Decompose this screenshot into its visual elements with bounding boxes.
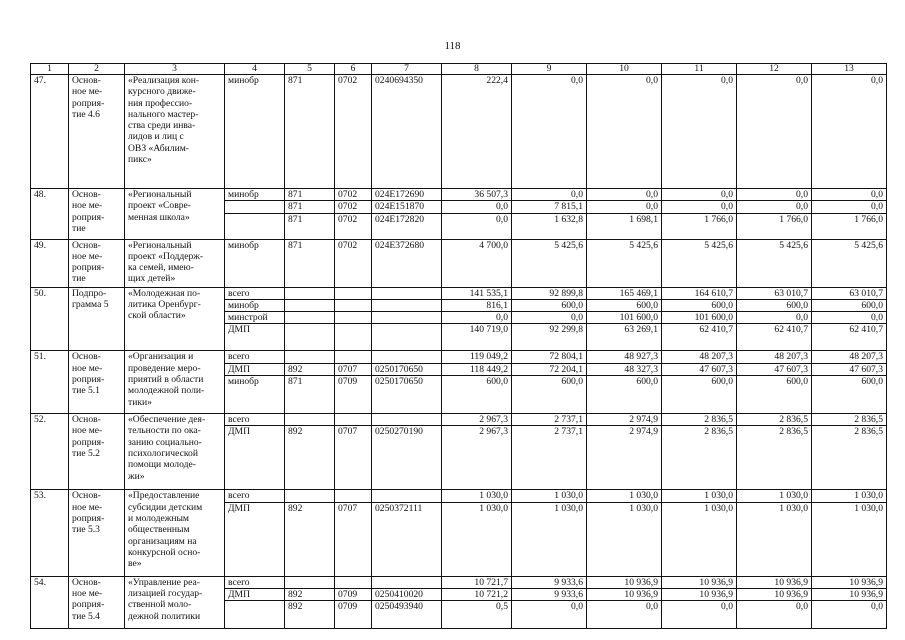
- table-row: [31, 239, 887, 287]
- amount-cell: 0,0: [812, 601, 887, 629]
- table-row: [31, 287, 887, 299]
- amount-cell: 10 721,7: [442, 576, 512, 588]
- code-cell: 0250170650: [372, 363, 442, 375]
- header-cell: 4: [225, 64, 285, 75]
- amount-cell: 1 030,0: [587, 502, 662, 576]
- code-cell: [335, 287, 372, 299]
- code-cell: [285, 576, 335, 588]
- amount-cell: 0,0: [812, 189, 887, 201]
- row-name: «Региональный проект «Совре- менная школа»: [125, 189, 225, 240]
- code-cell: 0707: [335, 363, 372, 375]
- code-cell: 024E172690: [372, 189, 442, 201]
- amount-cell: 1 030,0: [512, 502, 587, 576]
- code-cell: 0702: [335, 201, 372, 213]
- amount-cell: 0,0: [512, 601, 587, 629]
- amount-cell: 5 425,6: [812, 239, 887, 287]
- amount-cell: 140 719,0: [442, 324, 512, 351]
- code-cell: 892: [285, 502, 335, 576]
- code-cell: 892: [285, 363, 335, 375]
- amount-cell: 1 030,0: [442, 490, 512, 502]
- row-number: 52.: [31, 414, 69, 490]
- amount-cell: 63 010,7: [812, 287, 887, 299]
- code-cell: [335, 414, 372, 426]
- code-cell: 871: [285, 75, 335, 189]
- row-type: Основ- ное ме- роприя- тие 4.6: [69, 75, 125, 189]
- amount-cell: 0,0: [737, 601, 812, 629]
- amount-cell: 0,0: [587, 601, 662, 629]
- amount-cell: 0,0: [587, 201, 662, 213]
- code-cell: ДМП: [225, 426, 285, 490]
- amount-cell: 0,0: [442, 201, 512, 213]
- code-cell: 871: [285, 239, 335, 287]
- amount-cell: 10 936,9: [662, 588, 737, 600]
- amount-cell: 2 974,9: [587, 414, 662, 426]
- code-cell: 0250493940: [372, 601, 442, 629]
- table-row: [31, 576, 887, 588]
- row-type: Основ- ное ме- роприя- тие: [69, 189, 125, 240]
- code-cell: всего: [225, 576, 285, 588]
- amount-cell: 1 632,8: [512, 213, 587, 239]
- code-cell: всего: [225, 351, 285, 363]
- code-cell: [335, 576, 372, 588]
- header-cell: 5: [285, 64, 335, 75]
- amount-cell: 10 936,9: [587, 588, 662, 600]
- code-cell: [335, 490, 372, 502]
- code-cell: 871: [285, 189, 335, 201]
- code-cell: всего: [225, 287, 285, 299]
- amount-cell: 119 049,2: [442, 351, 512, 363]
- code-cell: [372, 312, 442, 324]
- code-cell: минобр: [225, 189, 285, 201]
- table-row: [31, 490, 887, 502]
- amount-cell: 2 836,5: [662, 414, 737, 426]
- amount-cell: 62 410,7: [812, 324, 887, 351]
- code-cell: 0250372111: [372, 502, 442, 576]
- amount-cell: 72 804,1: [512, 351, 587, 363]
- amount-cell: 47 607,3: [662, 363, 737, 375]
- amount-cell: 48 207,3: [662, 351, 737, 363]
- code-cell: 0250410020: [372, 588, 442, 600]
- amount-cell: 2 836,5: [737, 426, 812, 490]
- amount-cell: 600,0: [512, 299, 587, 311]
- amount-cell: 5 425,6: [662, 239, 737, 287]
- amount-cell: 1 030,0: [737, 490, 812, 502]
- header-cell: 1: [31, 64, 69, 75]
- code-cell: [372, 576, 442, 588]
- amount-cell: 0,0: [442, 213, 512, 239]
- amount-cell: 47 607,3: [812, 363, 887, 375]
- row-name: «Управление реа- лизацией государ- ственной моло- дежной политики: [125, 576, 225, 629]
- code-cell: [372, 490, 442, 502]
- budget-table: [30, 63, 887, 629]
- page-number: 118: [444, 40, 461, 52]
- amount-cell: 48 207,3: [737, 351, 812, 363]
- amount-cell: 1 030,0: [442, 502, 512, 576]
- amount-cell: 600,0: [662, 376, 737, 414]
- amount-cell: 2 836,5: [737, 414, 812, 426]
- amount-cell: 0,0: [587, 189, 662, 201]
- amount-cell: 141 535,1: [442, 287, 512, 299]
- code-cell: 0709: [335, 588, 372, 600]
- amount-cell: 2 737,1: [512, 414, 587, 426]
- amount-cell: 1 766,0: [737, 213, 812, 239]
- amount-cell: 9 933,6: [512, 576, 587, 588]
- code-cell: [285, 324, 335, 351]
- row-type: Подпро- грамма 5: [69, 287, 125, 351]
- amount-cell: 5 425,6: [587, 239, 662, 287]
- amount-cell: 62 410,7: [662, 324, 737, 351]
- row-type: Основ- ное ме- роприя- тие: [69, 239, 125, 287]
- code-cell: [335, 324, 372, 351]
- amount-cell: 600,0: [737, 299, 812, 311]
- code-cell: 871: [285, 201, 335, 213]
- code-cell: [335, 351, 372, 363]
- row-number: 51.: [31, 351, 69, 414]
- amount-cell: 600,0: [587, 299, 662, 311]
- row-number: 48.: [31, 189, 69, 240]
- amount-cell: 600,0: [812, 299, 887, 311]
- amount-cell: 0,0: [662, 75, 737, 189]
- amount-cell: 0,0: [587, 75, 662, 189]
- amount-cell: 0,0: [737, 312, 812, 324]
- amount-cell: 0,0: [662, 601, 737, 629]
- amount-cell: 5 425,6: [512, 239, 587, 287]
- code-cell: всего: [225, 490, 285, 502]
- code-cell: всего: [225, 414, 285, 426]
- amount-cell: 10 936,9: [737, 588, 812, 600]
- code-cell: [372, 287, 442, 299]
- amount-cell: 10 936,9: [737, 576, 812, 588]
- header-cell: 8: [442, 64, 512, 75]
- amount-cell: 10 721,2: [442, 588, 512, 600]
- amount-cell: 0,0: [512, 189, 587, 201]
- code-cell: 0240694350: [372, 75, 442, 189]
- row-name: «Обеспечение дея- тельности по ока- занию социально- психологической помощи молоде- жи»: [125, 414, 225, 490]
- header-cell: 11: [662, 64, 737, 75]
- amount-cell: 0,0: [512, 312, 587, 324]
- header-cell: 9: [512, 64, 587, 75]
- code-cell: 0702: [335, 239, 372, 287]
- code-cell: 0250170650: [372, 376, 442, 414]
- code-cell: ДМП: [225, 324, 285, 351]
- code-cell: минстрой: [225, 312, 285, 324]
- code-cell: 0707: [335, 502, 372, 576]
- row-number: 50.: [31, 287, 69, 351]
- row-number: 47.: [31, 75, 69, 189]
- amount-cell: 2 836,5: [812, 426, 887, 490]
- code-cell: 0709: [335, 376, 372, 414]
- header-cell: 2: [69, 64, 125, 75]
- amount-cell: 1 030,0: [512, 490, 587, 502]
- amount-cell: 1 030,0: [812, 502, 887, 576]
- code-cell: минобр: [225, 376, 285, 414]
- amount-cell: 0,0: [442, 312, 512, 324]
- amount-cell: 0,0: [737, 189, 812, 201]
- code-cell: [285, 287, 335, 299]
- amount-cell: 10 936,9: [812, 576, 887, 588]
- row-name: «Предоставление субсидии детским и молодежным общественным организациям на конкурсной осно- ве»: [125, 490, 225, 576]
- row-type: Основ- ное ме- роприя- тие 5.2: [69, 414, 125, 490]
- amount-cell: 48 927,3: [587, 351, 662, 363]
- amount-cell: 101 600,0: [587, 312, 662, 324]
- amount-cell: 165 469,1: [587, 287, 662, 299]
- row-number: 53.: [31, 490, 69, 576]
- code-cell: [372, 324, 442, 351]
- code-cell: 0702: [335, 213, 372, 239]
- amount-cell: 9 933,6: [512, 588, 587, 600]
- row-name: «Молодежная по- литика Оренбург- ской области»: [125, 287, 225, 351]
- header-cell: 13: [812, 64, 887, 75]
- amount-cell: 1 698,1: [587, 213, 662, 239]
- amount-cell: 1 030,0: [812, 490, 887, 502]
- amount-cell: 0,0: [662, 201, 737, 213]
- row-type: Основ- ное ме- роприя- тие 5.3: [69, 490, 125, 576]
- table-row: [31, 189, 887, 201]
- amount-cell: 72 204,1: [512, 363, 587, 375]
- code-cell: 0250270190: [372, 426, 442, 490]
- code-cell: [335, 312, 372, 324]
- code-cell: [225, 201, 285, 213]
- code-cell: 0702: [335, 189, 372, 201]
- amount-cell: 1 030,0: [662, 502, 737, 576]
- amount-cell: 2 737,1: [512, 426, 587, 490]
- amount-cell: 600,0: [812, 376, 887, 414]
- code-cell: [285, 299, 335, 311]
- code-cell: [285, 312, 335, 324]
- code-cell: минобр: [225, 75, 285, 189]
- row-type: Основ- ное ме- роприя- тие 5.1: [69, 351, 125, 414]
- code-cell: [285, 490, 335, 502]
- amount-cell: 1 030,0: [737, 502, 812, 576]
- row-type: Основ- ное ме- роприя- тие 5.4: [69, 576, 125, 629]
- amount-cell: 10 936,9: [662, 576, 737, 588]
- amount-cell: 92 299,8: [512, 324, 587, 351]
- code-cell: минобр: [225, 239, 285, 287]
- amount-cell: 0,5: [442, 601, 512, 629]
- amount-cell: 7 815,1: [512, 201, 587, 213]
- amount-cell: 2 836,5: [662, 426, 737, 490]
- amount-cell: 4 700,0: [442, 239, 512, 287]
- table-row: [31, 414, 887, 426]
- code-cell: ДМП: [225, 588, 285, 600]
- amount-cell: 2 836,5: [812, 414, 887, 426]
- row-number: 54.: [31, 576, 69, 629]
- row-name: «Организация и проведение меро- приятий в области молодежной поли- тики»: [125, 351, 225, 414]
- row-name: «Реализация кон- курсного движе- ния профессио- нального мастер- ства среди инва- лидов и лиц с ОВЗ «Абилим- пикс»: [125, 75, 225, 189]
- amount-cell: 222,4: [442, 75, 512, 189]
- amount-cell: 2 967,3: [442, 414, 512, 426]
- amount-cell: 0,0: [512, 75, 587, 189]
- amount-cell: 0,0: [737, 201, 812, 213]
- code-cell: [372, 414, 442, 426]
- code-cell: ДМП: [225, 363, 285, 375]
- code-cell: 892: [285, 588, 335, 600]
- code-cell: 871: [285, 376, 335, 414]
- code-cell: 892: [285, 426, 335, 490]
- amount-cell: 600,0: [662, 299, 737, 311]
- header-row: [31, 64, 887, 75]
- amount-cell: 816,1: [442, 299, 512, 311]
- code-cell: минобр: [225, 299, 285, 311]
- amount-cell: 47 607,3: [737, 363, 812, 375]
- amount-cell: 2 974,9: [587, 426, 662, 490]
- table-row: [31, 75, 887, 189]
- code-cell: 0702: [335, 75, 372, 189]
- code-cell: [372, 351, 442, 363]
- amount-cell: 63 010,7: [737, 287, 812, 299]
- code-cell: 024E372680: [372, 239, 442, 287]
- amount-cell: 1 030,0: [662, 490, 737, 502]
- amount-cell: 10 936,9: [812, 588, 887, 600]
- code-cell: 0709: [335, 601, 372, 629]
- table-row: [31, 351, 887, 363]
- amount-cell: 600,0: [737, 376, 812, 414]
- amount-cell: 1 766,0: [662, 213, 737, 239]
- code-cell: [335, 299, 372, 311]
- amount-cell: 600,0: [512, 376, 587, 414]
- amount-cell: 118 449,2: [442, 363, 512, 375]
- amount-cell: 0,0: [812, 75, 887, 189]
- amount-cell: 2 967,3: [442, 426, 512, 490]
- amount-cell: 1 030,0: [587, 490, 662, 502]
- header-cell: 3: [125, 64, 225, 75]
- header-cell: 7: [372, 64, 442, 75]
- amount-cell: 1 766,0: [812, 213, 887, 239]
- amount-cell: 48 207,3: [812, 351, 887, 363]
- amount-cell: 63 269,1: [587, 324, 662, 351]
- amount-cell: 0,0: [737, 75, 812, 189]
- amount-cell: 600,0: [442, 376, 512, 414]
- code-cell: 024E151870: [372, 201, 442, 213]
- amount-cell: 62 410,7: [737, 324, 812, 351]
- amount-cell: 36 507,3: [442, 189, 512, 201]
- row-number: 49.: [31, 239, 69, 287]
- amount-cell: 600,0: [587, 376, 662, 414]
- code-cell: [285, 351, 335, 363]
- code-cell: 024E172820: [372, 213, 442, 239]
- code-cell: 0707: [335, 426, 372, 490]
- amount-cell: 164 610,7: [662, 287, 737, 299]
- header-cell: 10: [587, 64, 662, 75]
- amount-cell: 0,0: [812, 312, 887, 324]
- row-name: «Региональный проект «Поддерж- ка семей, имею- щих детей»: [125, 239, 225, 287]
- code-cell: [225, 213, 285, 239]
- amount-cell: 10 936,9: [587, 576, 662, 588]
- code-cell: [372, 299, 442, 311]
- header-cell: 6: [335, 64, 372, 75]
- amount-cell: 48 327,3: [587, 363, 662, 375]
- amount-cell: 92 899,8: [512, 287, 587, 299]
- header-cell: 12: [737, 64, 812, 75]
- code-cell: [225, 601, 285, 629]
- code-cell: [285, 414, 335, 426]
- code-cell: 871: [285, 213, 335, 239]
- amount-cell: 101 600,0: [662, 312, 737, 324]
- code-cell: 892: [285, 601, 335, 629]
- code-cell: ДМП: [225, 502, 285, 576]
- amount-cell: 5 425,6: [737, 239, 812, 287]
- amount-cell: 0,0: [812, 201, 887, 213]
- amount-cell: 0,0: [662, 189, 737, 201]
